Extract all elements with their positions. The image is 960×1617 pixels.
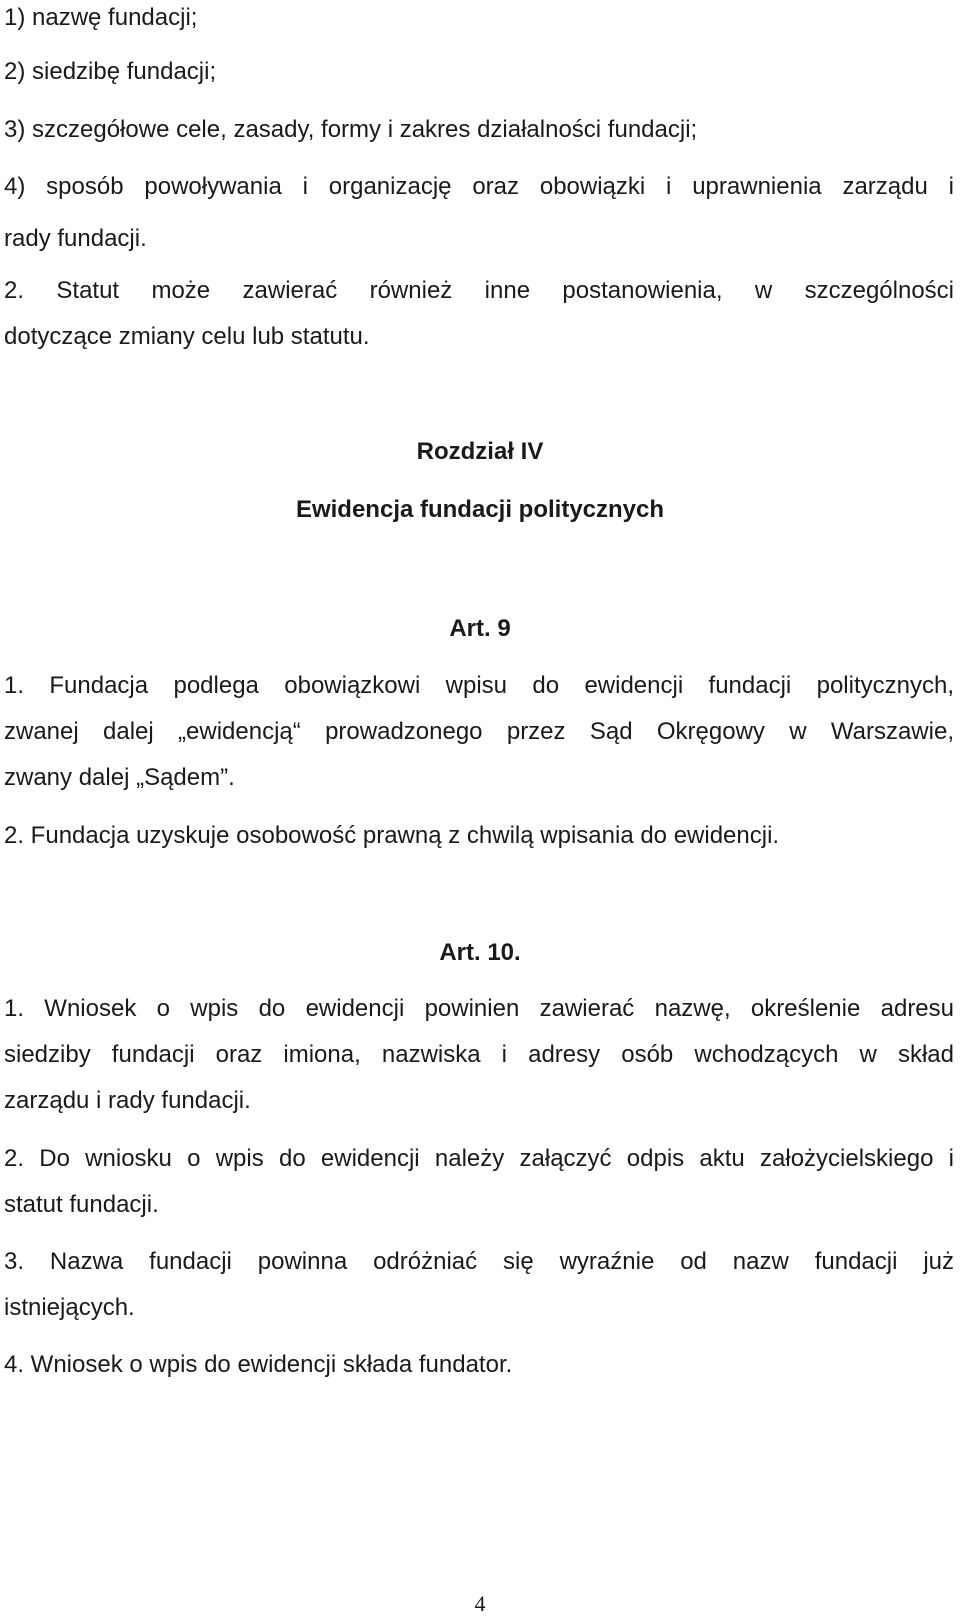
- paragraph-line: 3. Nazwa fundacji powinna odróżniać się wyraźnie od nazw fundacji już: [4, 1248, 954, 1275]
- article-heading: Art. 9: [449, 615, 511, 642]
- paragraph-line: istniejących.: [4, 1294, 135, 1321]
- paragraph-line: zarządu i rady fundacji.: [4, 1087, 251, 1114]
- paragraph-line: 2. Do wniosku o wpis do ewidencji należy załączyć odpis aktu założycielskiego i: [4, 1145, 954, 1172]
- list-item-line: rady fundacji.: [4, 225, 147, 252]
- article-heading: Art. 10.: [439, 939, 521, 966]
- paragraph: 4. Wniosek o wpis do ewidencji składa fundator.: [4, 1351, 513, 1378]
- paragraph: 2. Fundacja uzyskuje osobowość prawną z chwilą wpisania do ewidencji.: [4, 822, 780, 849]
- paragraph-line: statut fundacji.: [4, 1191, 159, 1218]
- chapter-title: Rozdział IV: [416, 438, 544, 465]
- list-item: 1) nazwę fundacji;: [4, 4, 198, 31]
- paragraph-line: zwany dalej „Sądem”.: [4, 764, 235, 791]
- paragraph-line: siedziby fundacji oraz imiona, nazwiska i adresy osób wchodzących w skład: [4, 1041, 954, 1068]
- list-item: 2) siedzibę fundacji;: [4, 58, 217, 85]
- chapter-subtitle: Ewidencja fundacji politycznych: [295, 496, 665, 523]
- paragraph-line: dotyczące zmiany celu lub statutu.: [4, 323, 370, 350]
- list-item: 3) szczegółowe cele, zasady, formy i zakres działalności fundacji;: [4, 116, 698, 143]
- paragraph-line: 1. Fundacja podlega obowiązkowi wpisu do ewidencji fundacji politycznych,: [4, 672, 954, 699]
- paragraph-line: zwanej dalej „ewidencją“ prowadzonego przez Sąd Okręgowy w Warszawie,: [4, 718, 954, 745]
- list-item-line: 4) sposób powoływania i organizację oraz obowiązki i uprawnienia zarządu i: [4, 173, 954, 200]
- page-number: 4: [474, 1591, 486, 1616]
- paragraph-line: 1. Wniosek o wpis do ewidencji powinien zawierać nazwę, określenie adresu: [4, 995, 954, 1022]
- paragraph-line: 2. Statut może zawierać również inne postanowienia, w szczególności: [4, 277, 954, 304]
